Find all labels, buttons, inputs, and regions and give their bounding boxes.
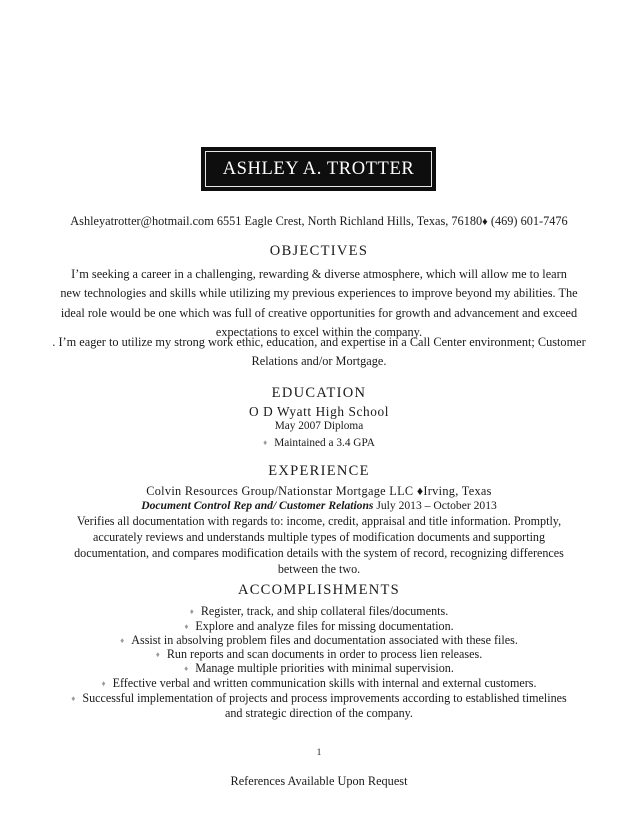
accomplishment-item: ♦ Run reports and scan documents in order to process lien releases. bbox=[155, 647, 483, 661]
accomplishment-item: ♦ Assist in absolving problem files and documentation associated with these files. bbox=[120, 633, 518, 647]
contact-phone: (469) 601-7476 bbox=[487, 214, 568, 228]
diamond-bullet-icon: ♦ bbox=[120, 636, 125, 645]
job-title: Document Control Rep and/ Customer Relations bbox=[141, 499, 374, 512]
diamond-bullet-icon: ♦ bbox=[184, 664, 189, 673]
contact-line bbox=[0, 214, 638, 229]
school-name: O D Wyatt High School bbox=[248, 404, 390, 419]
experience-heading: EXPERIENCE bbox=[268, 463, 370, 479]
contact-address: Ashleyatrotter@hotmail.com 6551 Eagle Crest, North Richland Hills, Texas, 76180 bbox=[70, 214, 483, 228]
accomplishment-item: ♦ Manage multiple priorities with minimal supervision. bbox=[184, 661, 454, 675]
employer-line bbox=[0, 484, 638, 499]
employer-location: Irving, Texas bbox=[423, 484, 492, 498]
diamond-bullet-icon: ♦ bbox=[184, 622, 189, 631]
diamond-bullet-icon: ♦ bbox=[71, 694, 76, 703]
name-banner bbox=[201, 147, 436, 191]
name-banner-frame bbox=[205, 151, 432, 187]
accomplishment-item: ♦ Register, track, and ship collateral files/documents. bbox=[189, 604, 449, 618]
accomplishment-item: ♦ Effective verbal and written communication skills with internal and external customers. bbox=[101, 676, 537, 690]
job-dates: July 2013 – October 2013 bbox=[373, 499, 497, 512]
accomplishment-item: ♦ Successful implementation of projects and process improvements according to established timelines bbox=[71, 691, 567, 705]
objectives-paragraph-2: . I’m eager to utilize my strong work ethic, education, and expertise in a Call Center environment; Customer Relations and/or Mortgage. bbox=[52, 335, 586, 369]
diamond-bullet-icon: ♦ bbox=[155, 650, 160, 659]
diamond-bullet-icon: ♦ bbox=[263, 438, 268, 447]
diploma-line: May 2007 Diploma bbox=[274, 420, 364, 432]
education-heading: EDUCATION bbox=[271, 385, 367, 401]
diamond-bullet-icon: ♦ bbox=[101, 679, 106, 688]
accomplishment-item: ♦ Explore and analyze files for missing documentation. bbox=[184, 619, 454, 633]
candidate-name: ASHLEY A. TROTTER bbox=[222, 158, 415, 179]
gpa-line bbox=[0, 437, 638, 449]
contact-separator: ♦ bbox=[482, 216, 488, 228]
diamond-bullet-icon: ♦ bbox=[189, 607, 194, 616]
page-number: 1 bbox=[316, 748, 322, 758]
objectives-heading: OBJECTIVES bbox=[269, 243, 369, 259]
employer-separator: ♦ bbox=[416, 484, 424, 498]
references-footer: References Available Upon Request bbox=[230, 774, 408, 788]
employer-name: Colvin Resources Group/Nationstar Mortgage LLC bbox=[146, 484, 414, 498]
gpa-text: Maintained a 3.4 GPA bbox=[274, 437, 375, 449]
role-line bbox=[0, 499, 638, 512]
accomplishment-item-continued: and strategic direction of the company. bbox=[225, 706, 413, 720]
accomplishments-heading: ACCOMPLISHMENTS bbox=[237, 582, 401, 598]
objectives-paragraph: I’m seeking a career in a challenging, rewarding & diverse atmosphere, which will allow me to learn new technologies and skills while utilizing my previous experiences to improve beyond my abilities. The ideal role would be one which was full of creative opportunities for growth and advancement and exceed expectations to excel within the company. bbox=[60, 267, 578, 339]
experience-description: Verifies all documentation with regards to: income, credit, appraisal and title information. Promptly, accurately reviews and understands multiple types of modification documents and supporting documentation, and compares modification details with the system of record, recognizing differences between the two. bbox=[74, 514, 564, 576]
